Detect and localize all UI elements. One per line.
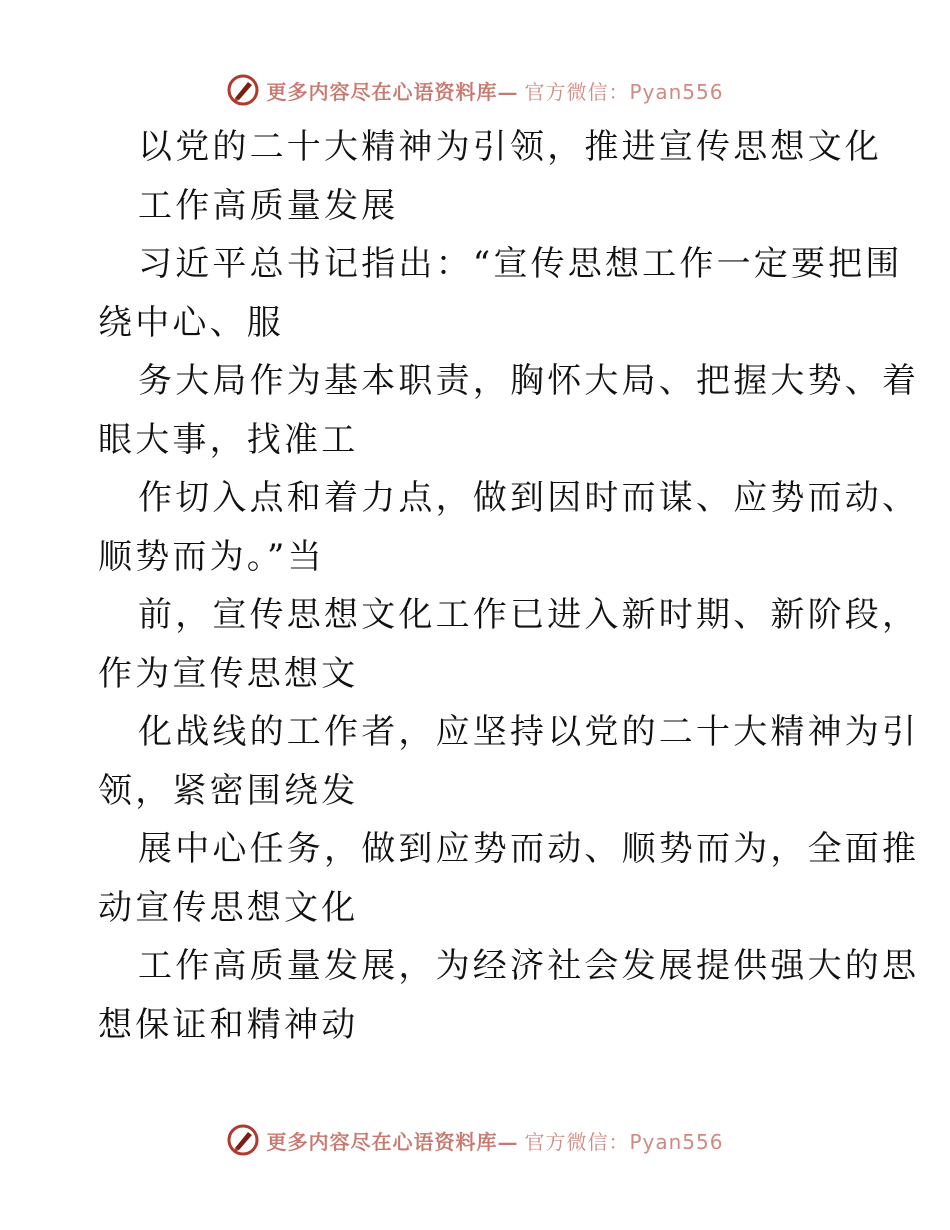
doc-line: 动宣传思想文化 <box>98 887 359 928</box>
doc-line: 化战线的工作者，应坚持以党的二十大精神为引 <box>138 712 920 752</box>
footer-watermark <box>0 1120 950 1160</box>
doc-line: 眼大事，找准工 <box>98 419 359 460</box>
doc-line: 绕中心、服 <box>98 302 284 343</box>
watermark-wechat: 官方微信：Pyan556 <box>524 1129 724 1154</box>
watermark-text: 更多内容尽在心语资料库— <box>266 79 519 104</box>
doc-line: 想保证和精神动 <box>98 1004 359 1045</box>
doc-line: 顺势而为。”当 <box>98 536 325 577</box>
doc-line: 作切入点和着力点，做到因时而谋、应势而动、 <box>138 478 920 518</box>
doc-line: 习近平总书记指出：“宣传思想工作一定要把围 <box>138 244 903 284</box>
doc-line: 工作高质量发展，为经济社会发展提供强大的思 <box>138 946 920 986</box>
doc-line: 领，紧密围绕发 <box>98 770 359 811</box>
watermark-text: 更多内容尽在心语资料库— <box>266 1129 519 1154</box>
doc-line: 务大局作为基本职责，胸怀大局、把握大势、着 <box>138 361 920 401</box>
document-body <box>98 118 920 1054</box>
doc-line: 前，宣传思想文化工作已进入新时期、新阶段， <box>138 595 920 635</box>
pen-logo-icon <box>226 73 260 107</box>
doc-line: 工作高质量发展 <box>138 185 399 226</box>
doc-line: 作为宣传思想文 <box>98 653 359 694</box>
header-watermark <box>0 70 950 110</box>
pen-logo-icon <box>226 1123 260 1157</box>
watermark-wechat: 官方微信：Pyan556 <box>524 79 724 104</box>
doc-line: 展中心任务，做到应势而动、顺势而为，全面推 <box>138 829 920 869</box>
doc-line: 以党的二十大精神为引领，推进宣传思想文化 <box>138 127 882 167</box>
